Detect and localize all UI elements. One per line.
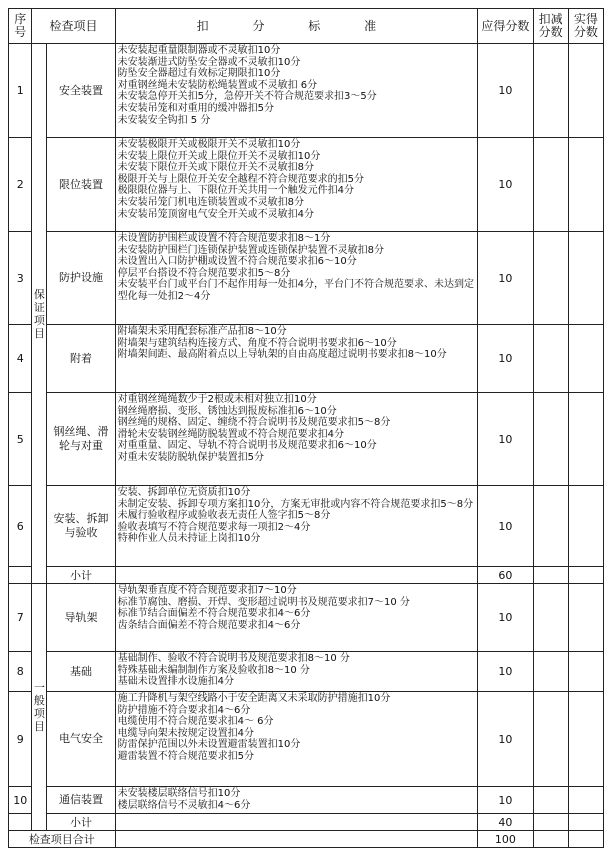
subtotal-row	[9, 567, 604, 584]
subtotal-label: 小计	[47, 814, 115, 831]
deduct-score-cell[interactable]	[533, 567, 568, 584]
actual-score-cell[interactable]	[568, 652, 603, 692]
category-guarantee: 保证项目	[32, 44, 47, 584]
actual-score-cell[interactable]	[568, 584, 603, 652]
table-row	[9, 652, 604, 692]
table-row	[9, 44, 604, 138]
table-row	[9, 393, 604, 486]
actual-score-cell[interactable]	[568, 567, 603, 584]
row-number: 10	[9, 787, 32, 814]
deduction-standard: 附墙架未采用配套标准产品扣8～10分 附墙架与建筑结构连接方式、角度不符合说明书要求扣6～10分 附墙架间距、最高附着点以上导轨架的自由高度超过说明书要求扣8～10分	[115, 325, 478, 393]
should-score: 10	[478, 652, 533, 692]
header-deduct-score: 扣减分数	[533, 9, 568, 44]
check-item: 通信装置	[47, 787, 115, 814]
table-row	[9, 692, 604, 787]
should-score: 10	[478, 44, 533, 138]
row-number: 1	[9, 44, 32, 138]
row-number: 6	[9, 486, 32, 567]
deduct-score-cell[interactable]	[533, 44, 568, 138]
header-row	[9, 9, 604, 44]
row-number: 7	[9, 584, 32, 652]
should-score: 10	[478, 486, 533, 567]
total-label: 检查项目合计	[9, 831, 116, 848]
subtotal-score: 60	[478, 567, 533, 584]
check-item: 安装、拆卸与验收	[47, 486, 115, 567]
row-number: 9	[9, 692, 32, 787]
should-score: 10	[478, 393, 533, 486]
deduct-score-cell[interactable]	[533, 232, 568, 325]
deduction-standard: 对重钢丝绳绳数少于2根或未相对独立扣10分 钢丝绳磨损、变形、锈蚀达到报废标准扣6～10分 钢丝绳的规格、固定、缠绕不符合说明书及规范要求扣5～8分 滑轮未安装钢丝绳防脱装置或不符合规范要求扣4分 对重重量、固定、导轨不符合说明书及规范要求扣6～10分 对重未安装防脱轨保护装置扣5分	[115, 393, 478, 486]
table-row	[9, 787, 604, 814]
actual-score-cell[interactable]	[568, 831, 603, 848]
actual-score-cell[interactable]	[568, 138, 603, 232]
check-item: 钢丝绳、滑轮与对重	[47, 393, 115, 486]
actual-score-cell[interactable]	[568, 787, 603, 814]
should-score: 10	[478, 787, 533, 814]
check-item: 防护设施	[47, 232, 115, 325]
actual-score-cell[interactable]	[568, 232, 603, 325]
category-general: 一般项目	[32, 584, 47, 831]
deduction-standard: 安装、拆卸单位无资质扣10分 未制定安装、拆卸专项方案扣10分，方案无审批或内容不符合规范要求扣5～8分 未履行验收程序或验收表无责任人签字扣5～8分 验收表填写不符合规范要求每一项扣2～4分 特种作业人员未持证上岗扣10分	[115, 486, 478, 567]
check-item: 限位装置	[47, 138, 115, 232]
total-score: 100	[478, 831, 533, 848]
deduct-score-cell[interactable]	[533, 486, 568, 567]
row-number: 2	[9, 138, 32, 232]
deduct-score-cell[interactable]	[533, 325, 568, 393]
deduction-standard: 未安装极限开关或极限开关不灵敏扣10分 未安装上限位开关或上限位开关不灵敏扣10分 未安装下限位开关或下限位开关不灵敏扣8分 极限开关与上限位开关安全越程不符合规范要求的扣5分 极限限位器与上、下限位开关共用一个触发元件扣4分 未安装吊笼门机电连锁装置或不灵敏扣8分 未安装吊笼顶窗电气安全开关或不灵敏扣4分	[115, 138, 478, 232]
actual-score-cell[interactable]	[568, 325, 603, 393]
deduction-standard: 未安装楼层联络信号扣10分 楼层联络信号不灵敏扣4～6分	[115, 787, 478, 814]
deduct-score-cell[interactable]	[533, 138, 568, 232]
header-seq: 序号	[9, 9, 32, 44]
actual-score-cell[interactable]	[568, 486, 603, 567]
deduction-standard: 未安装起重量限制器或不灵敏扣10分 未安装渐进式防坠安全器或不灵敏扣10分 防坠安全器超过有效标定期限扣10分 对重钢丝绳未安装防松绳装置或不灵敏扣 6分 未安装急停开关扣5分，急停开关不符合规范要求扣3～5分 未安装吊笼和对重用的缓冲器扣5分 未安装安全钩扣 5 分	[115, 44, 478, 138]
actual-score-cell[interactable]	[568, 44, 603, 138]
deduct-score-cell[interactable]	[533, 652, 568, 692]
actual-score-cell[interactable]	[568, 692, 603, 787]
deduct-score-cell[interactable]	[533, 692, 568, 787]
check-item: 基础	[47, 652, 115, 692]
should-score: 10	[478, 584, 533, 652]
subtotal-row	[9, 814, 604, 831]
should-score: 10	[478, 232, 533, 325]
should-score: 10	[478, 138, 533, 232]
row-number: 8	[9, 652, 32, 692]
total-row	[9, 831, 604, 848]
check-item: 安全装置	[47, 44, 115, 138]
table-row	[9, 584, 604, 652]
check-item: 电气安全	[47, 692, 115, 787]
row-number: 3	[9, 232, 32, 325]
row-number: 4	[9, 325, 32, 393]
table-row	[9, 325, 604, 393]
actual-score-cell[interactable]	[568, 814, 603, 831]
check-item: 附着	[47, 325, 115, 393]
table-row	[9, 486, 604, 567]
header-item: 检查项目	[32, 9, 115, 44]
should-score: 10	[478, 325, 533, 393]
deduct-score-cell[interactable]	[533, 787, 568, 814]
header-actual-score: 实得分数	[568, 9, 603, 44]
deduct-score-cell[interactable]	[533, 393, 568, 486]
row-number: 5	[9, 393, 32, 486]
deduct-score-cell[interactable]	[533, 584, 568, 652]
subtotal-score: 40	[478, 814, 533, 831]
table-row	[9, 138, 604, 232]
deduction-standard: 导轨架垂直度不符合规范要求扣7～10分 标准节腐蚀、磨损、开焊、变形超过说明书及规范要求扣7～10 分 标准节结合面偏差不符合规范要求扣4～6分 齿条结合面偏差不符合规范要求扣4～6分	[115, 584, 478, 652]
deduction-standard: 未设置防护围栏或设置不符合规范要求扣8～1分 未安装防护围栏门连锁保护装置或连锁保护装置不灵敏扣8分 未设置出入口防护棚或设置不符合规范要求扣6～10分 停层平台搭设不符合规范要求扣5～8分 未安装平台门或平台门不起作用每一处扣4分，平台门不符合规范要求、未达到定型化每一处扣2～4分	[115, 232, 478, 325]
header-should-score: 应得分数	[478, 9, 533, 44]
check-item: 导轨架	[47, 584, 115, 652]
table-row	[9, 232, 604, 325]
deduct-score-cell[interactable]	[533, 831, 568, 848]
inspection-table	[8, 8, 604, 848]
actual-score-cell[interactable]	[568, 393, 603, 486]
header-standard: 扣 分 标 准	[115, 9, 478, 44]
deduction-standard: 基础制作、验收不符合说明书及规范要求扣8～10 分 特殊基础未编制制作方案及验收扣8～10 分 基础未设置排水设施扣4分	[115, 652, 478, 692]
deduction-standard: 施工升降机与架空线路小于安全距离又未采取防护措施扣10分 防护措施不符合要求扣4～6分 电缆使用不符合规范要求扣4～ 6分 电缆导向架未按规定设置扣4分 防雷保护范围以外未设置避雷装置扣10分 避雷装置不符合规范要求扣5分	[115, 692, 478, 787]
subtotal-label: 小计	[47, 567, 115, 584]
should-score: 10	[478, 692, 533, 787]
deduct-score-cell[interactable]	[533, 814, 568, 831]
